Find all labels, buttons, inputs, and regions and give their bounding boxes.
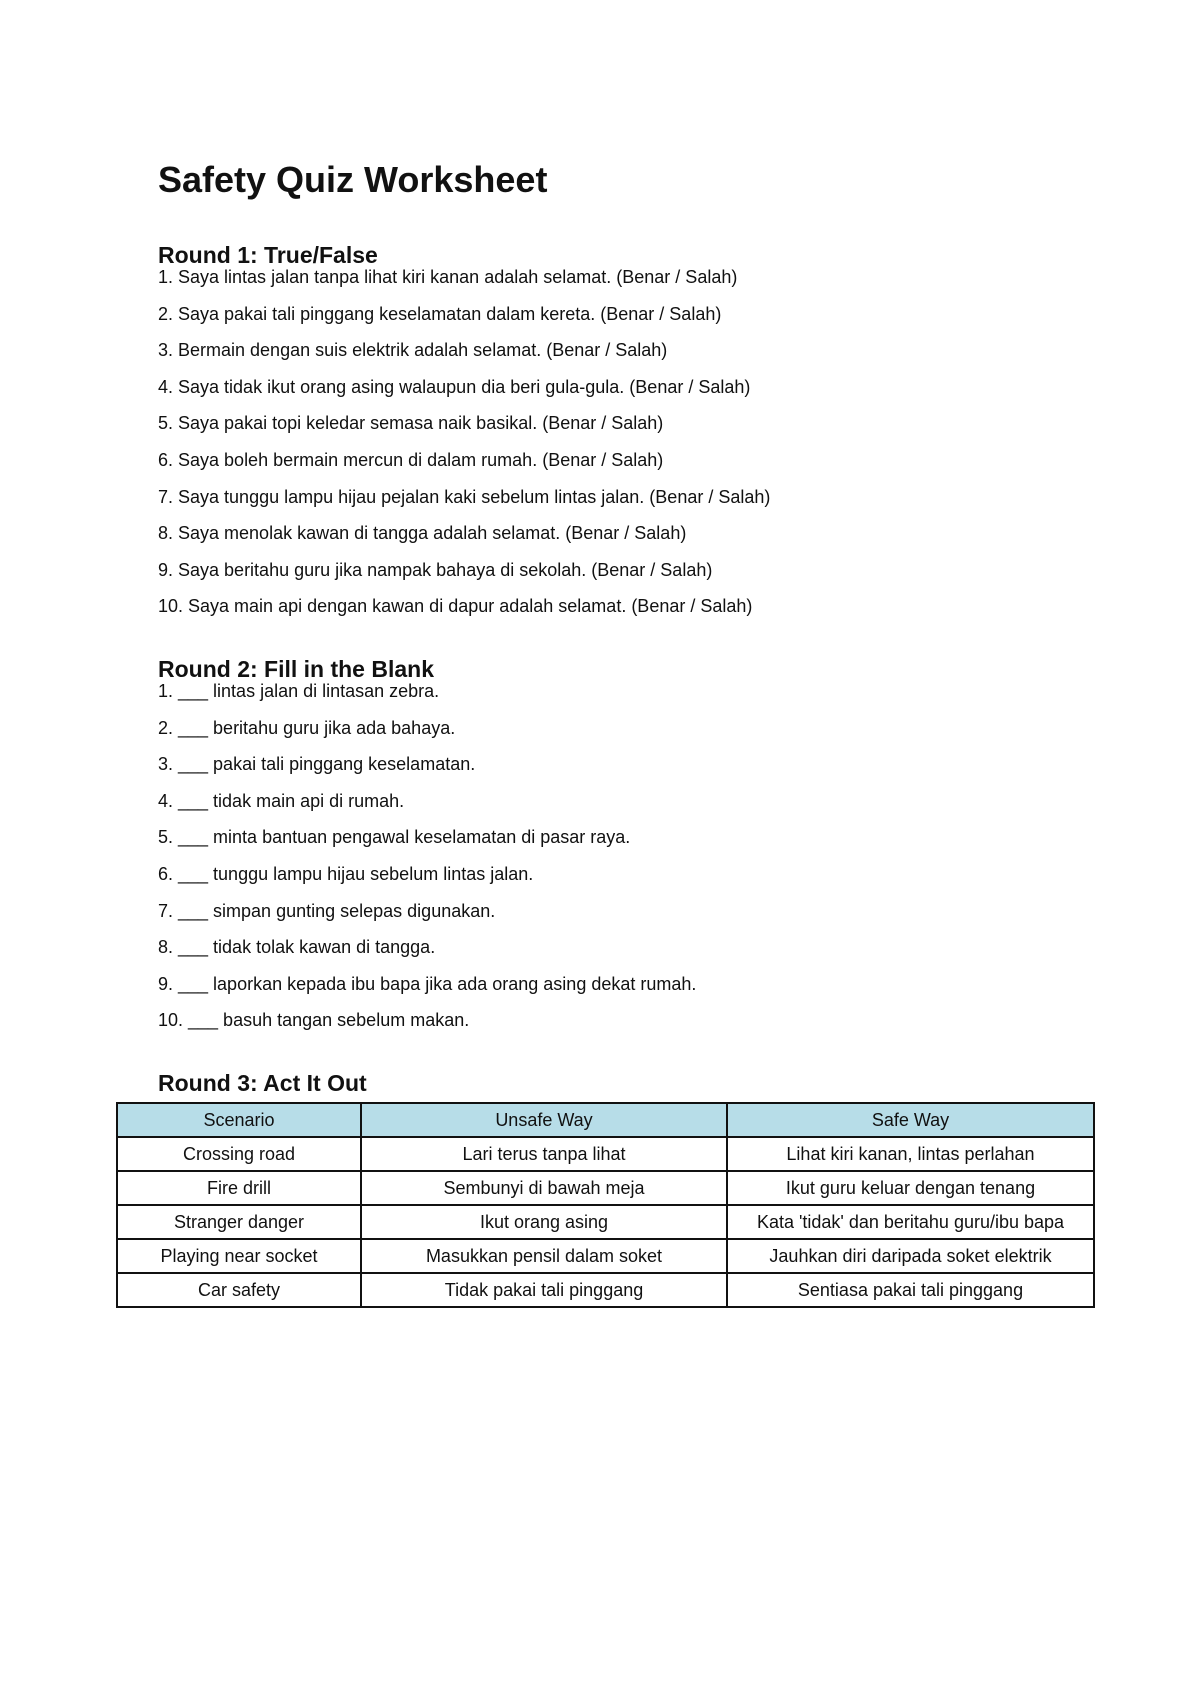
column-header-unsafe-way: Unsafe Way [361, 1103, 727, 1137]
round2-question-list [158, 680, 696, 1046]
round1-question: 2. Saya pakai tali pinggang keselamatan dalam kereta. (Benar / Salah) [158, 303, 722, 324]
round2-question: 3. ___ pakai tali pinggang keselamatan. [158, 754, 476, 775]
act-it-out-table [116, 1102, 1095, 1308]
scenario-cell: Fire drill [117, 1171, 361, 1205]
round3-heading: Round 3: Act It Out [158, 1070, 367, 1096]
table-header-row [117, 1103, 1094, 1137]
table-row [117, 1205, 1094, 1239]
round2-question: 7. ___ simpan gunting selepas digunakan. [158, 900, 496, 921]
safe-way-cell: Ikut guru keluar dengan tenang [727, 1171, 1094, 1205]
scenario-cell: Car safety [117, 1273, 361, 1307]
round1-question-list [158, 266, 770, 632]
round1-question: 7. Saya tunggu lampu hijau pejalan kaki sebelum lintas jalan. (Benar / Salah) [158, 486, 771, 507]
safe-way-cell: Jauhkan diri daripada soket elektrik [727, 1239, 1094, 1273]
round1-question: 3. Bermain dengan suis elektrik adalah selamat. (Benar / Salah) [158, 340, 668, 361]
round1-question: 10. Saya main api dengan kawan di dapur adalah selamat. (Benar / Salah) [158, 596, 753, 617]
page-title: Safety Quiz Worksheet [158, 159, 548, 200]
unsafe-way-cell: Ikut orang asing [361, 1205, 727, 1239]
table-row [117, 1137, 1094, 1171]
round2-question: 2. ___ beritahu guru jika ada bahaya. [158, 717, 456, 738]
round1-heading: Round 1: True/False [158, 242, 378, 268]
unsafe-way-cell: Lari terus tanpa lihat [361, 1137, 727, 1171]
column-header-safe-way: Safe Way [727, 1103, 1094, 1137]
unsafe-way-cell: Masukkan pensil dalam soket [361, 1239, 727, 1273]
safe-way-cell: Sentiasa pakai tali pinggang [727, 1273, 1094, 1307]
round2-question: 1. ___ lintas jalan di lintasan zebra. [158, 681, 440, 701]
table-row [117, 1171, 1094, 1205]
column-header-scenario: Scenario [117, 1103, 361, 1137]
round2-question: 10. ___ basuh tangan sebelum makan. [158, 1010, 470, 1031]
round2-question: 4. ___ tidak main api di rumah. [158, 790, 405, 811]
round1-question: 1. Saya lintas jalan tanpa lihat kiri kanan adalah selamat. (Benar / Salah) [158, 267, 738, 287]
round1-question: 8. Saya menolak kawan di tangga adalah selamat. (Benar / Salah) [158, 523, 687, 544]
scenario-cell: Playing near socket [117, 1239, 361, 1273]
round1-question: 5. Saya pakai topi keledar semasa naik basikal. (Benar / Salah) [158, 413, 664, 434]
table-row [117, 1239, 1094, 1273]
round2-question: 5. ___ minta bantuan pengawal keselamatan di pasar raya. [158, 827, 631, 848]
scenario-cell: Crossing road [117, 1137, 361, 1171]
round1-question: 4. Saya tidak ikut orang asing walaupun dia beri gula-gula. (Benar / Salah) [158, 376, 751, 397]
round2-question: 9. ___ laporkan kepada ibu bapa jika ada orang asing dekat rumah. [158, 973, 697, 994]
unsafe-way-cell: Tidak pakai tali pinggang [361, 1273, 727, 1307]
round1-question: 9. Saya beritahu guru jika nampak bahaya di sekolah. (Benar / Salah) [158, 559, 713, 580]
safe-way-cell: Lihat kiri kanan, lintas perlahan [727, 1137, 1094, 1171]
table-row [117, 1273, 1094, 1307]
round2-question: 6. ___ tunggu lampu hijau sebelum lintas jalan. [158, 863, 534, 884]
round1-question: 6. Saya boleh bermain mercun di dalam rumah. (Benar / Salah) [158, 449, 664, 470]
round2-heading: Round 2: Fill in the Blank [158, 656, 434, 682]
scenario-cell: Stranger danger [117, 1205, 361, 1239]
unsafe-way-cell: Sembunyi di bawah meja [361, 1171, 727, 1205]
safe-way-cell: Kata 'tidak' dan beritahu guru/ibu bapa [727, 1205, 1094, 1239]
round2-question: 8. ___ tidak tolak kawan di tangga. [158, 937, 436, 958]
